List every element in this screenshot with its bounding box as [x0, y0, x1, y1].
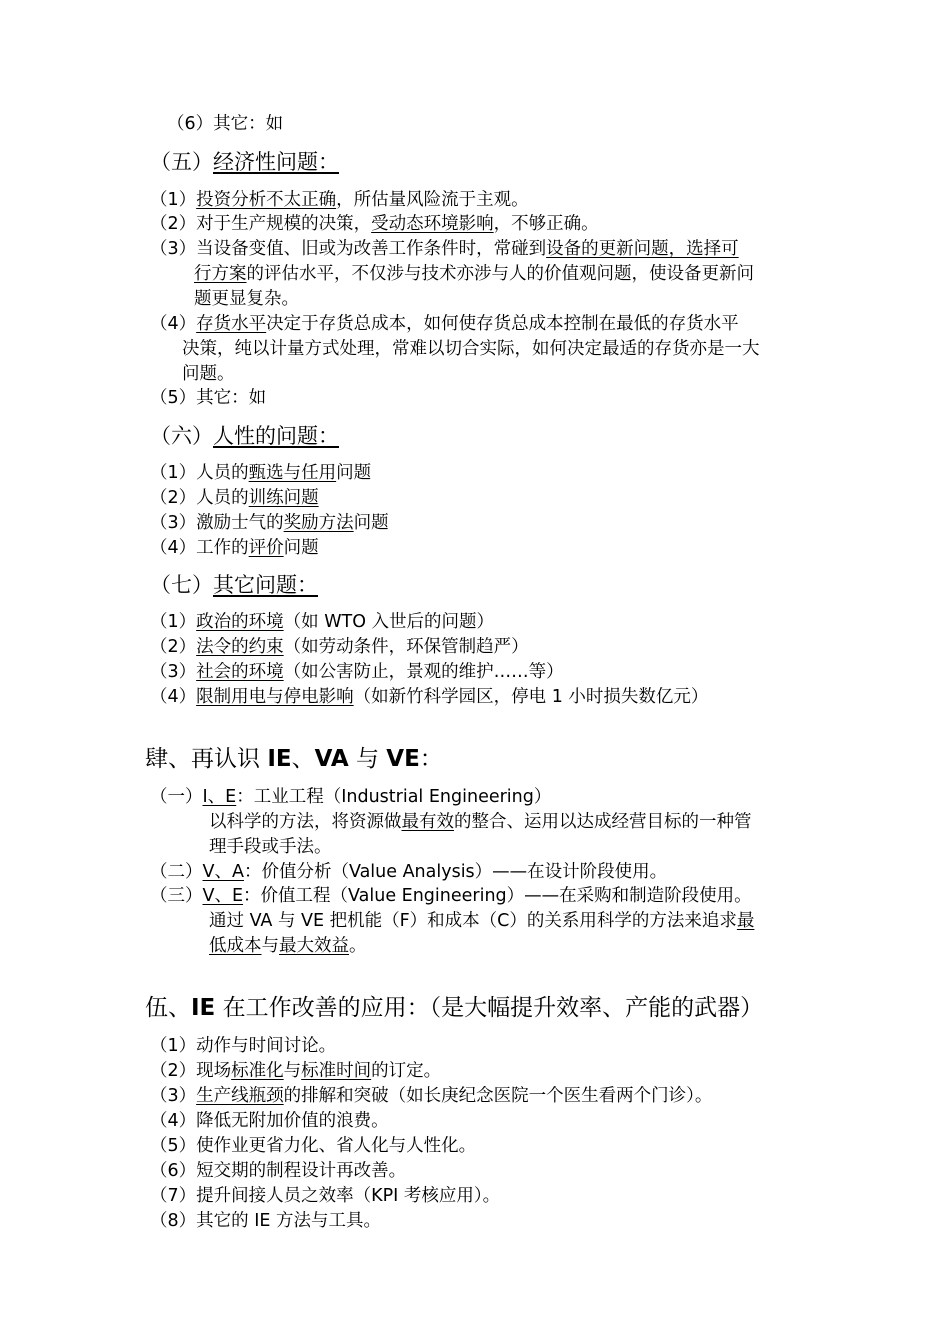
- item-number: （2）: [150, 214, 197, 234]
- list-item: [150, 786, 551, 808]
- item-number: （三）: [150, 886, 203, 906]
- underlined-term: 行方案: [194, 264, 247, 284]
- item-text: （6）短交期的制程设计再改善。: [150, 1161, 407, 1181]
- item-text: 当设备变值、旧或为改善工作条件时，常碰到: [196, 239, 547, 259]
- item-number: （1）: [150, 190, 197, 210]
- item-text: （1）动作与时间讨论。: [150, 1036, 337, 1056]
- underlined-term: 低成本: [209, 936, 262, 956]
- heading-term: VE: [386, 746, 420, 772]
- item-text: （4）降低无附加价值的浪费。: [150, 1111, 389, 1131]
- list-item: [150, 661, 564, 683]
- item-text: 的排解和突破（如长庚纪念医院一个医生看两个门诊）。: [283, 1086, 713, 1106]
- item-text: 的订定。: [371, 1061, 442, 1081]
- item-text: ：工业工程（Industrial Engineering）: [236, 787, 552, 807]
- heading-text: 、: [291, 746, 315, 772]
- list-item: [150, 487, 319, 509]
- item-number: （4）: [150, 314, 197, 334]
- list-item: [150, 686, 708, 708]
- item-text: 决定于存货总成本，如何使存货总成本控制在最低的存货水平: [266, 314, 739, 334]
- item-text: 问题: [283, 538, 319, 558]
- item-text: 问题: [353, 513, 389, 533]
- list-item: [150, 1035, 336, 1057]
- list-item: [150, 462, 371, 484]
- heading-text: ：: [419, 746, 443, 772]
- item-text: 工作的: [196, 538, 249, 558]
- section-heading-human: [150, 422, 339, 450]
- item-number: （二）: [150, 862, 203, 882]
- item-text: 问题: [336, 463, 372, 483]
- list-item: [150, 1185, 500, 1207]
- item-text: 的整合、运用以达成经营目标的一种管: [454, 812, 752, 832]
- item-text: （如新竹科学园区，停电 1 小时损失数亿元）: [353, 687, 709, 707]
- item-text: 人员的: [196, 463, 249, 483]
- list-item: [150, 387, 266, 409]
- underlined-term: 评价: [248, 538, 284, 558]
- list-item-continuation: [209, 935, 367, 957]
- heading-text: 在工作改善的应用：（是大幅提升效率、产能的武器）: [215, 995, 764, 1021]
- heading-number: （七）: [150, 573, 213, 597]
- list-item-continuation: [209, 910, 754, 932]
- list-item-text: （6）其它：如: [167, 114, 284, 134]
- underlined-term: 受动态环境影响: [371, 214, 494, 234]
- item-text: 理手段或手法。: [209, 837, 332, 857]
- list-item: [150, 313, 739, 335]
- item-text: （8）其它的 IE 方法与工具。: [150, 1211, 381, 1231]
- item-number: （2）: [150, 488, 197, 508]
- list-item: [150, 885, 752, 907]
- list-item: [150, 213, 599, 235]
- item-text: 通过 VA 与 VE 把机能（F）和成本（C）的关系用科学的方法来追求: [209, 911, 737, 931]
- item-text: （5）使作业更省力化、省人化与人性化。: [150, 1136, 477, 1156]
- list-item: [150, 537, 319, 559]
- list-item-continuation: [182, 363, 235, 385]
- underlined-term: 存货水平: [196, 314, 267, 334]
- item-text: 对于生产规模的决策，: [196, 214, 372, 234]
- list-item: [167, 113, 283, 135]
- list-item: [150, 1060, 441, 1082]
- heading-text: 经济性问题：: [213, 150, 339, 174]
- item-text: 激励士气的: [196, 513, 284, 533]
- item-text: （如劳动条件，环保管制趋严）: [283, 637, 529, 657]
- item-number: （1）: [150, 463, 197, 483]
- list-item-continuation: [194, 288, 299, 310]
- heading-term: IE: [191, 995, 216, 1021]
- item-number: （一）: [150, 787, 203, 807]
- item-number: （4）: [150, 538, 197, 558]
- underlined-term: I、E: [202, 787, 237, 807]
- underlined-term: V、A: [202, 862, 244, 882]
- list-item: [150, 238, 739, 260]
- list-item: [150, 611, 494, 633]
- list-item: [150, 1160, 406, 1182]
- part-heading-ie-va-ve: [145, 744, 443, 774]
- list-item: [150, 1085, 712, 1107]
- heading-term: IE: [267, 746, 292, 772]
- underlined-term: 设备的更新问题，选择可: [546, 239, 739, 259]
- item-number: （2）: [150, 1061, 197, 1081]
- item-text: ，所估量风险流于主观。: [336, 190, 529, 210]
- part-heading-ie-application: [145, 993, 763, 1023]
- heading-text: 肆、再认识: [145, 746, 268, 772]
- underlined-term: 最有效: [401, 812, 454, 832]
- item-number: （3）: [150, 239, 197, 259]
- underlined-term: 法令的约束: [196, 637, 284, 657]
- list-item: [150, 1110, 389, 1132]
- underlined-term: V、E: [202, 886, 244, 906]
- heading-text: 其它问题：: [213, 573, 318, 597]
- item-text: 的评估水平，不仅涉与技术亦涉与人的价值观问题，使设备更新问: [246, 264, 754, 284]
- underlined-term: 奖励方法: [283, 513, 354, 533]
- item-text: （7）提升间接人员之效率（KPI 考核应用）。: [150, 1186, 501, 1206]
- item-text: 现场: [196, 1061, 232, 1081]
- item-number: （3）: [150, 662, 197, 682]
- item-text: 决策，纯以计量方式处理，常难以切合实际，如何决定最适的存货亦是一大: [182, 339, 760, 359]
- item-text: ：价值工程（Value Engineering）——在采购和制造阶段使用。: [243, 886, 752, 906]
- item-number: （1）: [150, 612, 197, 632]
- list-item: [150, 861, 667, 883]
- list-item: [150, 189, 529, 211]
- underlined-term: 训练问题: [248, 488, 319, 508]
- item-text: 题更显复杂。: [194, 289, 299, 309]
- underlined-term: 最大效益: [279, 936, 349, 956]
- underlined-term: 标准时间: [301, 1061, 372, 1081]
- item-text: ：价值分析（Value Analysis）——在设计阶段使用。: [243, 862, 668, 882]
- section-heading-economic: [150, 148, 339, 176]
- item-number: （3）: [150, 1086, 197, 1106]
- underlined-term: 生产线瓶颈: [196, 1086, 284, 1106]
- list-item-continuation: [209, 836, 332, 858]
- item-text: （如 WTO 入世后的问题）: [283, 612, 495, 632]
- heading-text: 伍、: [145, 995, 191, 1021]
- item-text: 与: [283, 1061, 302, 1081]
- item-text: 。: [349, 936, 367, 956]
- underlined-term: 标准化: [231, 1061, 284, 1081]
- item-text: 与: [261, 936, 279, 956]
- item-text: （5）其它：如: [150, 388, 267, 408]
- heading-text: 人性的问题：: [213, 424, 339, 448]
- list-item-continuation: [194, 263, 754, 285]
- item-number: （2）: [150, 637, 197, 657]
- list-item-continuation: [209, 811, 752, 833]
- heading-number: （五）: [150, 150, 213, 174]
- underlined-term: 社会的环境: [196, 662, 284, 682]
- item-text: （如公害防止，景观的维护……等）: [283, 662, 564, 682]
- item-text: 人员的: [196, 488, 249, 508]
- list-item: [150, 1135, 476, 1157]
- heading-text: 与: [348, 746, 387, 772]
- underlined-term: 政治的环境: [196, 612, 284, 632]
- list-item: [150, 1210, 381, 1232]
- list-item-continuation: [182, 338, 760, 360]
- item-text: ，不够正确。: [493, 214, 599, 234]
- item-text: 问题。: [182, 364, 235, 384]
- item-number: （3）: [150, 513, 197, 533]
- underlined-term: 甄选与任用: [248, 463, 337, 483]
- heading-number: （六）: [150, 424, 213, 448]
- underlined-term: 最: [736, 911, 755, 931]
- list-item: [150, 636, 529, 658]
- section-heading-other: [150, 571, 318, 599]
- list-item: [150, 512, 389, 534]
- heading-term: VA: [314, 746, 349, 772]
- item-text: 以科学的方法，将资源做: [209, 812, 402, 832]
- underlined-term: 投资分析不太正确: [196, 190, 337, 210]
- item-number: （4）: [150, 687, 197, 707]
- underlined-term: 限制用电与停电影响: [196, 687, 354, 707]
